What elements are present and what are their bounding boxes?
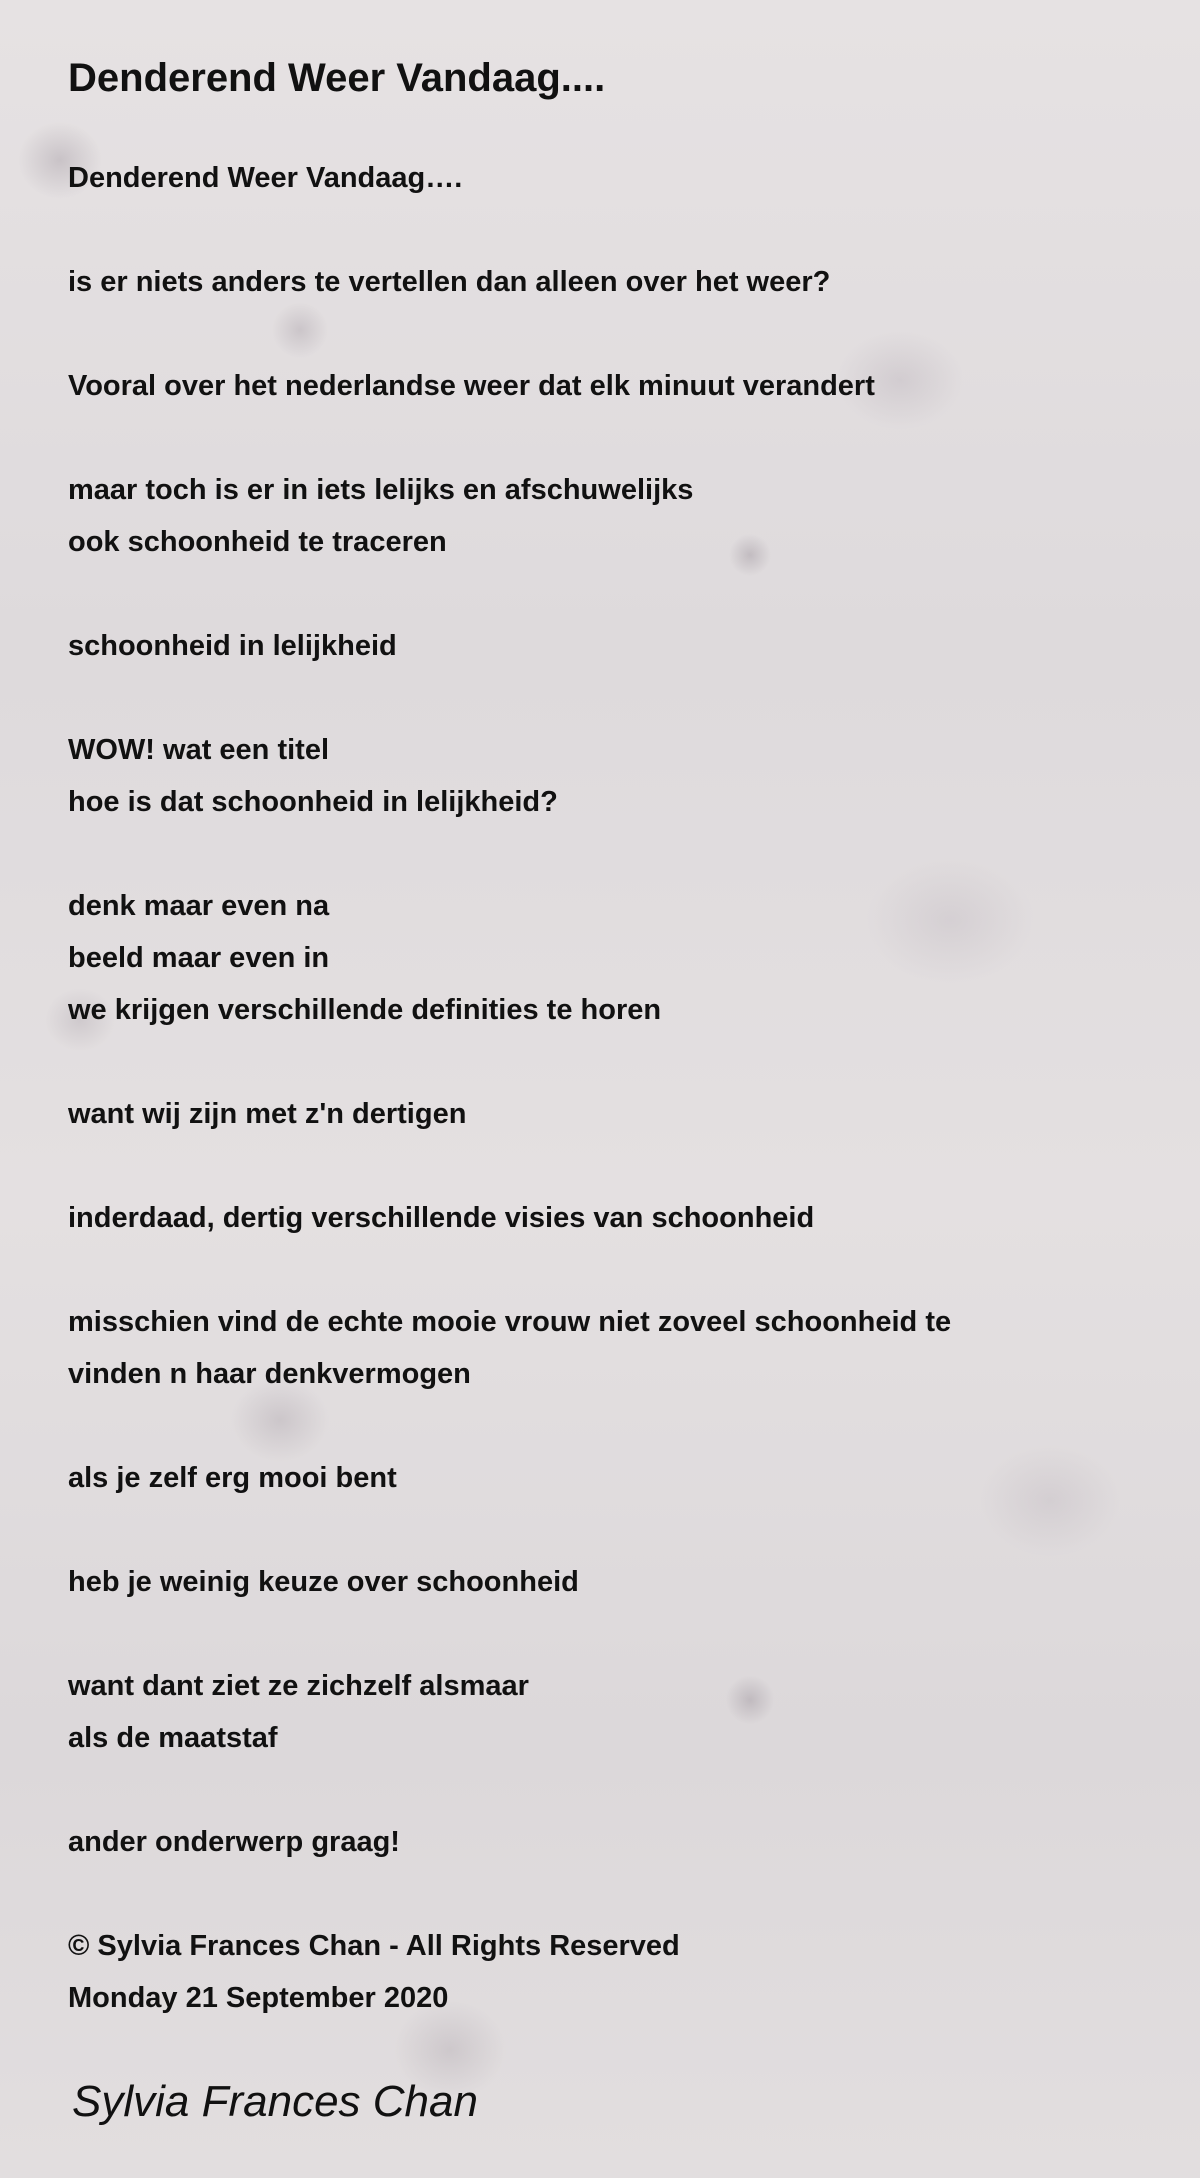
stanza [68, 1192, 1158, 1244]
poem-line: maar toch is er in iets lelijks en afschuwelijks [68, 474, 694, 506]
poem-line: heb je weinig keuze over schoonheid [68, 1566, 579, 1598]
poem-line: ander onderwerp graag! [68, 1826, 400, 1858]
poem-line: Denderend Weer Vandaag…. [68, 162, 463, 194]
poem-footer [68, 1920, 1158, 2024]
poem-line: want dant ziet ze zichzelf alsmaar [68, 1670, 529, 1702]
copyright-notice: © Sylvia Frances Chan - All Rights Reserved [68, 1930, 680, 1962]
stanza [68, 1816, 1158, 1868]
poem-line: hoe is dat schoonheid in lelijkheid? [68, 786, 558, 818]
poem-body [68, 152, 1158, 2024]
poem-line: schoonheid in lelijkheid [68, 630, 397, 662]
stanza [68, 1452, 1158, 1504]
poem-line: ook schoonheid te traceren [68, 526, 447, 558]
poem-page [68, 52, 1158, 2024]
poem-line: is er niets anders te vertellen dan alleen over het weer? [68, 266, 831, 298]
stanza [68, 1088, 1158, 1140]
poem-line: we krijgen verschillende definities te horen [68, 994, 662, 1026]
poem-line: WOW! wat een titel [68, 734, 329, 766]
poem-line: Vooral over het nederlandse weer dat elk minuut verandert [68, 370, 875, 402]
stanza [68, 152, 1158, 204]
publish-date: Monday 21 September 2020 [68, 1982, 449, 2014]
poem-line: als je zelf erg mooi bent [68, 1462, 397, 1494]
stanza [68, 1660, 1158, 1764]
author-name: Sylvia Frances Chan [72, 2077, 478, 2126]
poem-line: denk maar even na [68, 890, 330, 922]
stanza [68, 256, 1158, 308]
stanza [68, 620, 1158, 672]
poem-line: inderdaad, dertig verschillende visies van schoonheid [68, 1202, 815, 1234]
stanza [68, 724, 1158, 828]
stanza [68, 1296, 1158, 1400]
stanza [68, 464, 1158, 568]
poem-line: misschien vind de echte mooie vrouw niet zoveel schoonheid te [68, 1306, 952, 1338]
stanza [68, 360, 1158, 412]
stanza [68, 1556, 1158, 1608]
poem-title: Denderend Weer Vandaag.... [68, 56, 606, 100]
poem-line: beeld maar even in [68, 942, 330, 974]
poem-line: want wij zijn met z'n dertigen [68, 1098, 467, 1130]
poem-line: vinden n haar denkvermogen [68, 1358, 471, 1390]
poem-line: als de maatstaf [68, 1722, 278, 1754]
stanza [68, 880, 1158, 1036]
